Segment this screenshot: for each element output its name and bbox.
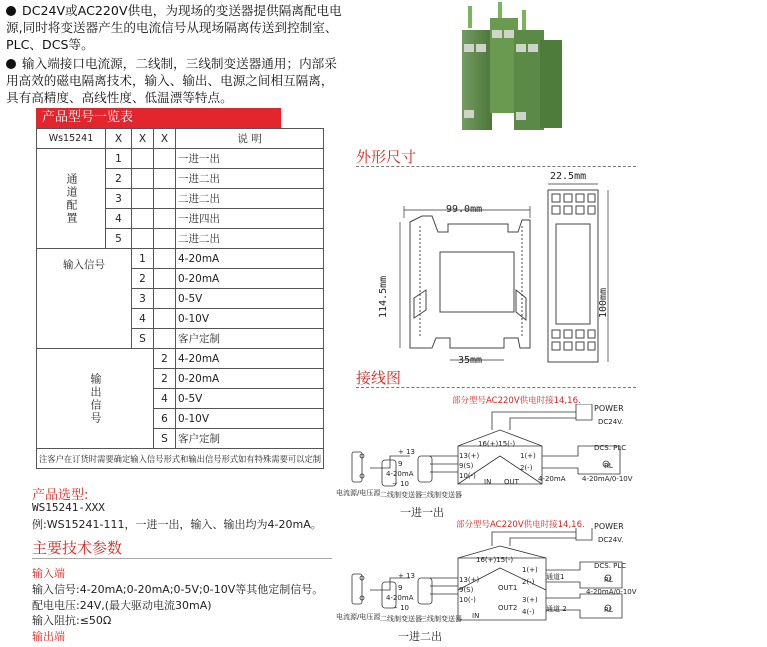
terminal-power-2: 16(+)15(-) [476,556,514,564]
in-label-2: IN [472,612,480,620]
dcs-label-1: DCS. PLC [594,444,627,452]
sig-in-1: 4-20mA [386,470,414,478]
in-label-1: IN [484,478,492,486]
table-row: 输出信号 2 4-20mA [37,349,324,369]
specs-output-title: 输出端 [32,630,65,643]
table-row: 2 0-20mA [37,369,324,389]
dim-front-width-label: 22.5mm [550,171,587,182]
sig-in-2: 4-20mA [386,594,414,602]
terminal-1-1: 1(+) [520,452,536,460]
dim-height-label: 114.5mm [378,275,389,318]
output-group-label: 输出信号 [37,349,154,449]
terminal-13-1: 13(+) [459,452,480,460]
wiring-caption-1: 一进一出 [400,506,444,519]
terminal-9-1: 9(S) [459,462,474,470]
terminal-1-2: 1(+) [522,566,538,574]
table-row: S 客户定制 [37,429,324,449]
channel-group-label: 通道配置 [37,149,106,249]
header-x2: X [132,129,154,149]
minus10-1: − 10 [392,480,409,488]
terminal-10-2: 10(-) [459,596,476,604]
num9-2: 9 [398,584,403,592]
num9-1: 9 [398,460,403,468]
specs-title: 主要技术参数 [32,539,123,557]
header-desc: 说 明 [176,129,324,149]
table-header-row [37,129,324,149]
out-signal-short-1: 4-20mA [538,475,566,483]
minus10-2: − 10 [392,604,409,612]
terminal-4-2: 4(-) [522,608,535,616]
terminal-3-2: 3(+) [522,596,538,604]
rl-label-2a: RL [604,576,613,584]
channel-1-label: 通道1 [546,573,565,581]
front-view [548,190,598,362]
dim-width-label: 99.0mm [446,204,483,215]
header-code: Ws15241 [37,129,106,149]
out-signal-2: 4-20mA/0-10V [586,588,637,596]
wiring-note-1: 部分型号AC220V供电时接14,16. [452,396,581,406]
table-note: 注客户在订货时需要确定输入信号形式和输出信号形式如有特殊需要可以定制 [37,449,324,469]
two-wire-1: 二线制变送器 [380,491,422,499]
table-row: 2 0-20mA [37,269,324,289]
terminal-10-1: 10(-) [459,472,476,480]
terminal-13-2: 13(+) [459,576,480,584]
table-row: 5 二进二出 [37,229,324,249]
wiring-note-2: 部分型号AC220V供电时接14,16. [456,520,585,530]
specs-input-title: 输入端 [32,567,65,580]
selection-title: 产品选型: [32,488,89,503]
selection-model: WS15241-XXX [32,501,105,514]
terminal-2-1: 2(-) [520,464,533,472]
specs-input-signal: 输入信号:4-20mA;0-20mA;0-5V;0-10V等其他定制信号。 [32,583,324,596]
side-view [410,216,530,348]
product-photo [450,0,570,145]
table-row: S 客户定制 [37,329,324,349]
table-note-row [37,449,324,469]
wiring-divider [356,387,636,388]
intro-bullet-2: 输入端接口电流源，二线制，三线制变送器通用；内部采用高效的磁电隔离技术，输入、输出、电源之间相互隔离，具有高精度、高线性度、低温漂等特点。 [6,56,337,105]
table-row: 2 一进二出 [37,169,324,189]
channel-2-label: 通道 2 [546,605,567,613]
power-value-2: DC24V. [598,536,624,544]
dimension-drawing [380,170,640,370]
intro-text [6,2,344,108]
power-label-2: POWER [594,522,624,531]
bullet-icon [6,59,16,69]
table-row: 4 0-10V [37,309,324,329]
model-table-title: 产品型号一览表 [36,108,281,128]
table-row: 输入信号 1 4-20mA [37,249,324,269]
rl-label-2b: RL [604,606,613,614]
terminal-2-2: 2(-) [522,578,535,586]
out1-label: OUT1 [498,584,518,592]
out-label-1: OUT [504,478,519,486]
rl-label-1: RL [604,462,613,470]
plus13-2: + 13 [398,572,415,580]
dimensions-divider [356,166,636,167]
dim-depth-label: 35mm [458,355,483,366]
dim-front-height-label: 100mm [598,287,609,318]
dcs-label-2: DCS. PLC [594,562,627,570]
specs-impedance: 输入阻抗:≤50Ω [32,614,112,627]
src-label-2: 电流源/电压源 [336,613,381,621]
header-x3: X [154,129,176,149]
table-row: 6 0-10V [37,409,324,429]
selection-example: 例:WS15241-111，一进一出，输入、输出均为4-20mA。 [32,518,322,531]
three-wire-1: 三线制变送器 [420,491,462,499]
input-group-label: 输入信号 [37,249,132,349]
table-row: 4 一进四出 [37,209,324,229]
table-row: 4 0-5V [37,389,324,409]
plus13-1: + 13 [398,448,415,456]
terminal-9-2: 9(S) [459,586,474,594]
wiring-caption-2: 一进二出 [398,630,442,643]
model-table [36,128,324,469]
wiring-title: 接线图 [356,369,402,387]
three-wire-2: 三线制变送器 [420,615,462,623]
table-row: 通道配置 1 一进一出 [37,149,324,169]
src-label-1: 电流源/电压源 [336,489,381,497]
power-label-1: POWER [594,404,624,413]
two-wire-2: 二线制变送器 [380,615,422,623]
out-signal-1: 4-20mA/0-10V [582,475,633,483]
table-row: 3 二进二出 [37,189,324,209]
specs-divider [32,558,332,559]
terminal-power-1: 16(+)15(-) [478,440,516,448]
out2-label: OUT2 [498,604,518,612]
intro-bullet-1: DC24V或AC220V供电，为现场的变送器提供隔离配电电源,同时将变送器产生的电流信号从现场隔离传送到控制室、PLC、DCS等。 [6,3,342,52]
header-x1: X [106,129,132,149]
bullet-icon [6,6,16,16]
wiring-diagram-2 [340,528,640,624]
specs-power: 配电电压:24V,(最大驱动电流30mA) [32,599,212,612]
table-row: 3 0-5V [37,289,324,309]
dimensions-title: 外形尺寸 [356,148,417,166]
power-value-1: DC24V. [598,418,624,426]
